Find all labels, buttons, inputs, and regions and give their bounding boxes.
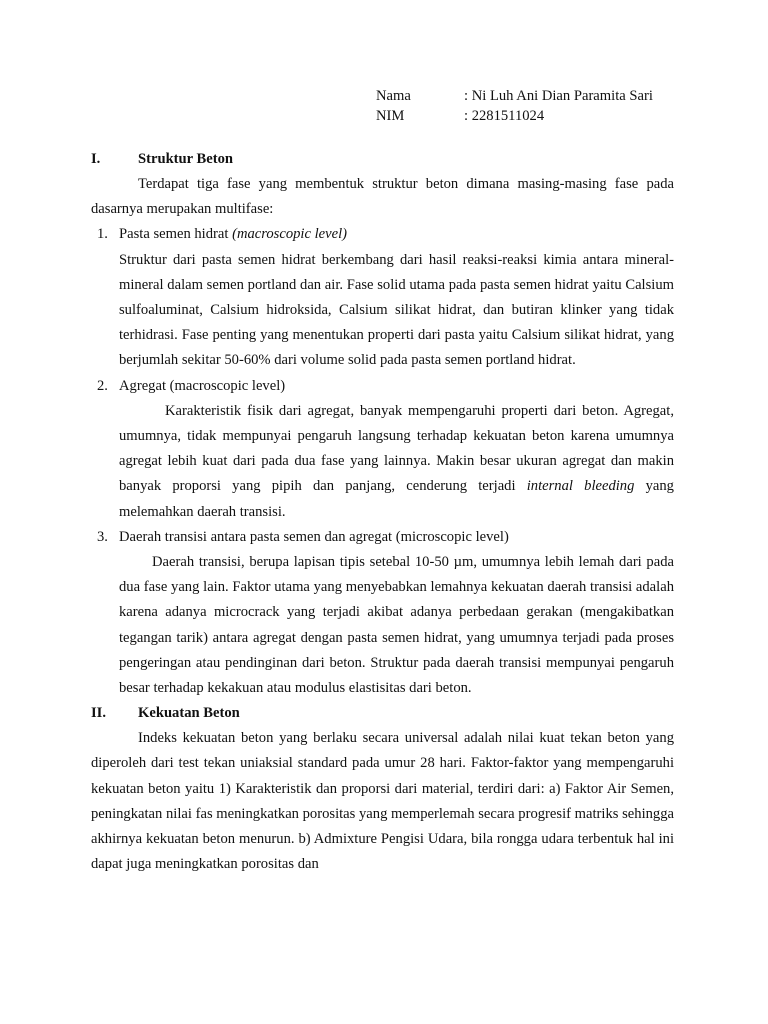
list-item-3 [91,525,674,550]
name-label: Nama [376,88,411,104]
section-struktur-beton [91,147,674,877]
section-heading-2 [91,701,674,726]
section-heading [91,147,674,172]
author-info [376,86,653,126]
list-item-1-text: Struktur dari pasta semen hidrat berkembang dari hasil reaksi-reaksi kimia antara mineral-mineral dalam semen portland dan air. Fase solid utama pada pasta semen hidrat yaitu Calsium sulfoaluminat, Calsium hidroksida, Calsium silikat hidrat, dan butiran klinker yang tidak terhidrasi. Fase penting yang menentukan properti dari pasta yaitu Calsium silikat hidrat, yang berjumlah sekitar 50-60% dari volume solid pada pasta semen portland hidrat. [119,251,674,369]
list-number: 2. [97,377,108,394]
nim-row [376,106,653,126]
list-label: Agregat (macroscopic level) [119,377,286,394]
section-2-text: Indeks kekuatan beton yang berlaku secara universal adalah nilai kuat tekan beton yang diperoleh dari test tekan uniaksial standard pada umur 28 hari. Faktor-faktor yang mempengaruhi kekuatan beton yaitu 1) Karakteristik dan proporsi dari material, terdiri dari: a) Faktor Air Semen, peningkatan nilai fas meningkatkan porositas yang memperlemah secara progresif matriks sehingga akhirnya kekuatan beton menurun. b) Admixture Pengisi Udara, bila rongga udara terbentuk hal ini dapat juga meningkatkan porositas dan [91,730,674,873]
list-item-2 [91,374,674,399]
list-item-2-text: Karakteristik fisik dari agregat, banyak mempengaruhi properti dari beton. Agregat, umumnya, tidak mempunyai pengaruh langsung terhadap kekuatan beton karena umumnya agregat lebih kuat dari pada dua fase yang lainnya. Makin besar ukuran agregat dan makin banyak proporsi yang pipih dan panjang, cenderung terjadi internal bleeding yang melemahkan daerah transisi. [119,402,674,520]
nim-value: : 2281511024 [464,108,545,124]
name-row [376,86,653,106]
section-title: Struktur Beton [138,151,234,167]
list-number: 3. [97,528,108,545]
list-item-3-text: Daerah transisi, berupa lapisan tipis setebal 10-50 µm, umumnya lebih lemah dari pada dua fase yang lain. Faktor utama yang menyebabkan lemahnya kekuatan daerah transisi adalah karena adanya microcrack yang terjadi akibat adanya perbedaan gerakan (mengakibatkan tegangan tarik) antara agregat dengan pasta semen hidrat, yang umumnya terjadi pada proses pengeringan atau pendinginan dari beton. Struktur pada daerah transisi mempunyai pengaruh besar terhadap kekakuan atau modulus elastisitas dari beton. [119,554,674,697]
section-number: II. [91,705,107,722]
list-label: Daerah transisi antara pasta semen dan agregat (microscopic level) [119,528,509,545]
section-intro: Terdapat tiga fase yang membentuk struktur beton dimana masing-masing fase pada dasarnya merupakan multifase: [91,176,674,218]
section-title: Kekuatan Beton [138,705,240,722]
list-number: 1. [97,226,108,243]
list-label: Pasta semen hidrat (macroscopic level) [119,226,348,243]
section-number: I. [91,151,101,167]
nim-label: NIM [376,108,405,124]
name-value: : Ni Luh Ani Dian Paramita Sari [464,88,653,104]
list-item-1 [91,222,674,247]
